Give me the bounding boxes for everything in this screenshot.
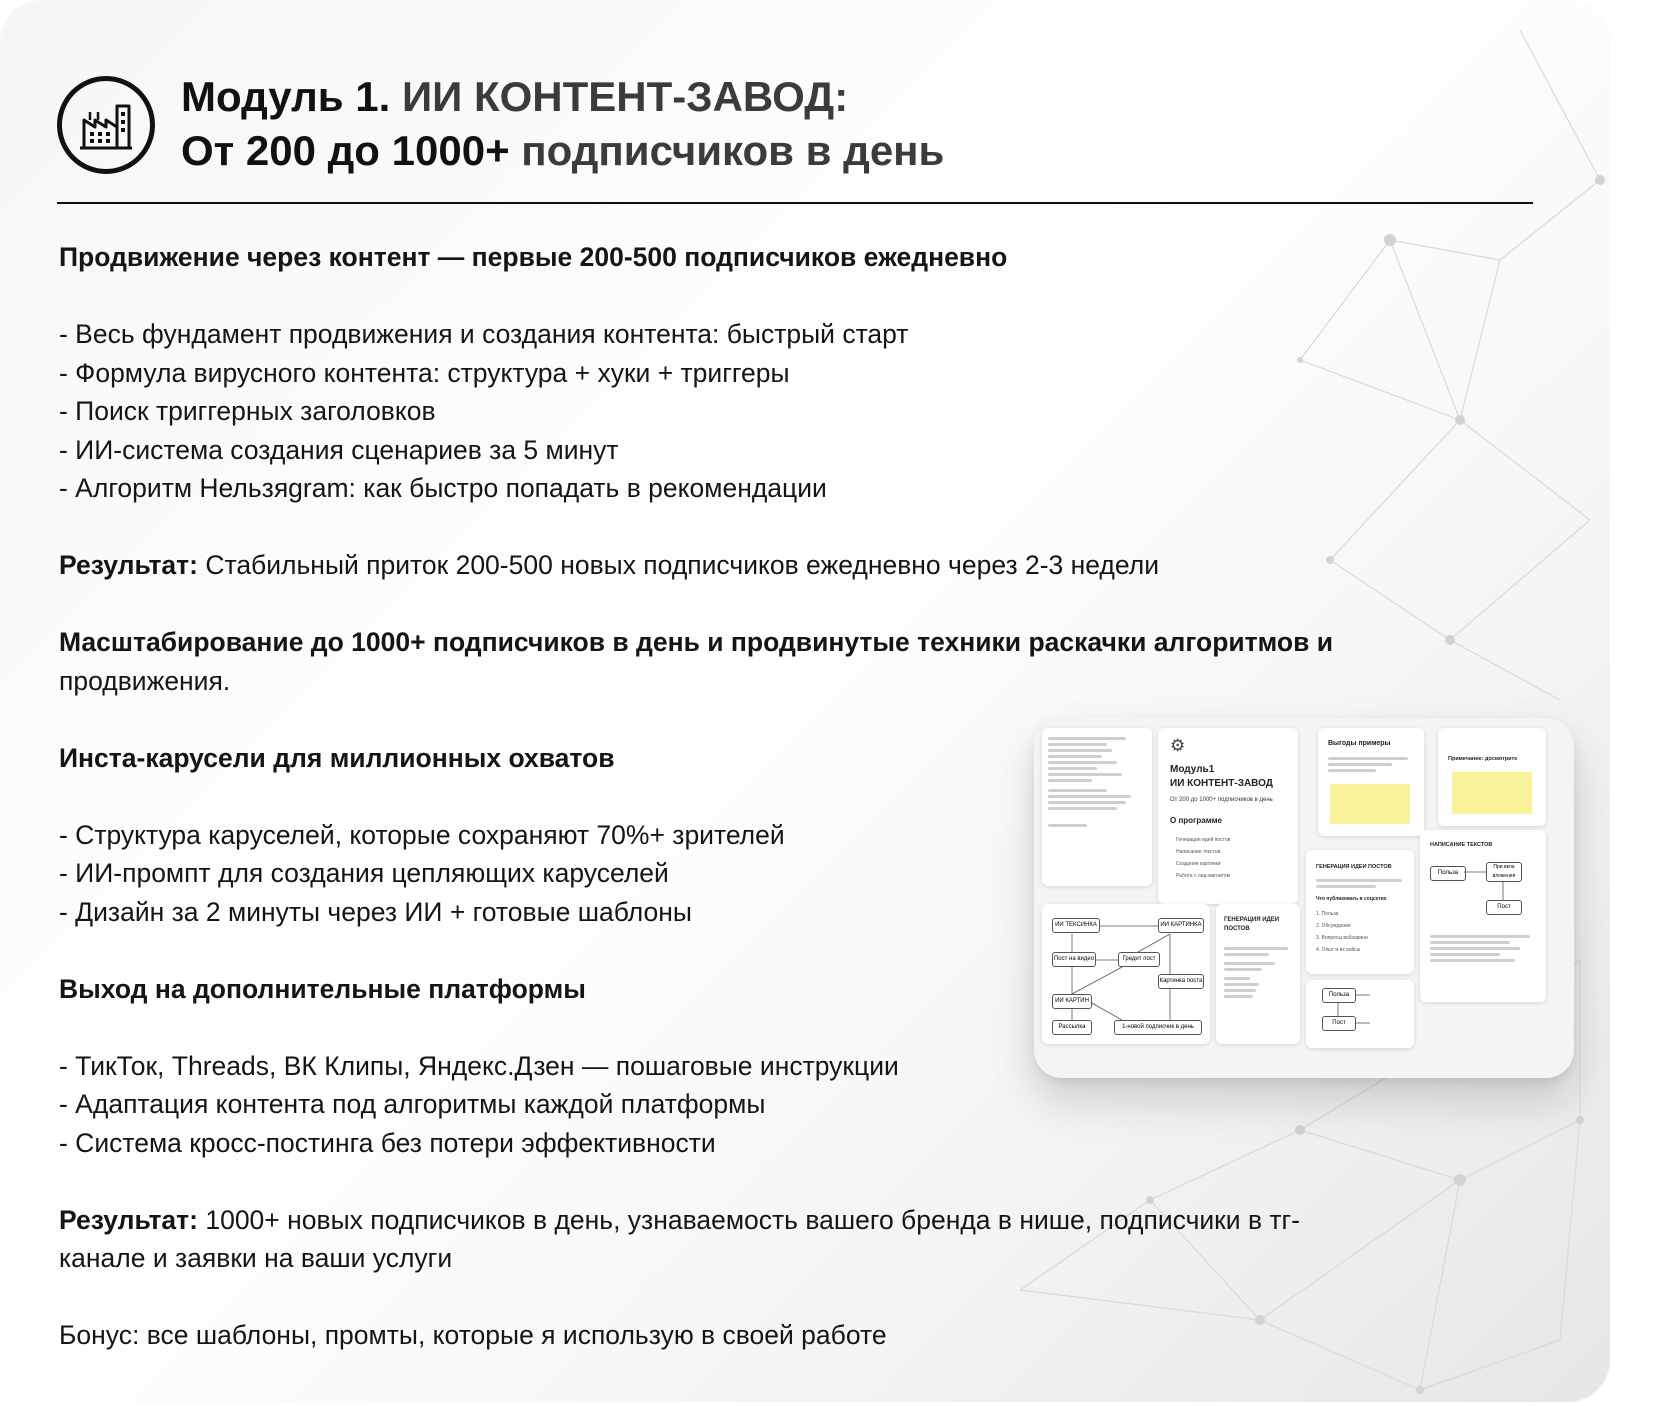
preview-program-label: О программе bbox=[1170, 816, 1223, 825]
preview-title-2: ИИ КОНТЕНТ-ЗАВОД bbox=[1170, 778, 1273, 789]
preview-note-title: Примечание: досмотрите bbox=[1448, 756, 1518, 762]
preview-slide-flowchart bbox=[1042, 904, 1210, 1044]
flow-node: ИИ КАРТИН bbox=[1052, 994, 1092, 1009]
title-line2-bold: От 200 до 1000+ bbox=[181, 127, 522, 174]
preview-ideas-item: 3. Вопросы вобзарина bbox=[1316, 935, 1368, 941]
result1-line bbox=[59, 546, 1429, 585]
title-line1-accent: ИИ КОНТЕНТ-ЗАВОД: bbox=[401, 73, 849, 120]
flow-node: ИИ КАРТИНКА bbox=[1158, 918, 1204, 933]
flow-node: Гредит пост bbox=[1118, 952, 1160, 967]
scaling-heading: Масштабирование до 1000+ подписчиков в день и продвинутые техники раскачки алгоритмов и bbox=[59, 627, 1334, 657]
result1-label: Результат: bbox=[59, 550, 198, 580]
course-preview-board bbox=[1034, 718, 1574, 1078]
flow-node: ИИ ТЕКСИНКА bbox=[1052, 918, 1100, 933]
preview-ideas-title: ГЕНЕРАЦИЯ ИДЕИ ПОСТОВ bbox=[1316, 864, 1392, 870]
flow-node: Рассылка bbox=[1052, 1020, 1092, 1035]
preview-program-item: Написание текстов bbox=[1176, 849, 1221, 855]
preview-slide-gen-ideas bbox=[1216, 904, 1300, 1044]
result2-line bbox=[59, 1201, 1429, 1240]
result1-text: Стабильный приток 200-500 новых подписчиков ежедневно через 2-3 недели bbox=[197, 550, 1160, 580]
list-item: - Весь фундамент продвижения и создания контента: быстрый старт bbox=[59, 319, 909, 349]
list-item: - Алгоритм Нельзяgram: как быстро попадать в рекомендации bbox=[59, 473, 827, 503]
preview-ideas-subtitle: Что публиковать в соцсетях bbox=[1316, 896, 1387, 902]
list-item: - Формула вирусного контента: структура + хуки + триггеры bbox=[59, 357, 790, 388]
preview-program-item: Создание картинки bbox=[1176, 861, 1221, 867]
preview-title-1: Модуль1 bbox=[1170, 764, 1215, 775]
preview-slide-notes bbox=[1042, 728, 1152, 886]
list-item: - Структура каруселей, которые сохраняют 70%+ зрителей bbox=[59, 819, 785, 850]
preview-writing-title: НАПИСАНИЕ ТЕКСТОВ bbox=[1430, 842, 1493, 848]
flow-node: Польза bbox=[1322, 988, 1356, 1003]
section1-heading: Продвижение через контент — первые 200-500 подписчиков ежедневно bbox=[59, 242, 1008, 272]
preview-subtitle: От 200 до 1000+ подписчиков в день bbox=[1170, 797, 1273, 803]
factory-icon bbox=[57, 76, 155, 174]
list-item: - ТикТок, Threads, ВК Клипы, Яндекс.Дзен — пошаговые инструкции bbox=[59, 1050, 899, 1081]
list-item: - Дизайн за 2 минуты через ИИ + готовые шаблоны bbox=[59, 896, 692, 927]
flow-node: Пост bbox=[1486, 900, 1522, 915]
list-item: - ИИ-промпт для создания цепляющих каруселей bbox=[59, 858, 669, 888]
preview-program-item: Работа с лид-магнитом bbox=[1176, 873, 1231, 879]
module-title bbox=[181, 70, 944, 178]
flow-node: 1-новой подписчик в день bbox=[1114, 1020, 1202, 1035]
flow-node: При вкла вложения bbox=[1486, 862, 1522, 882]
preview-gen-title: ГЕНЕРАЦИЯ ИДЕИ ПОСТОВ bbox=[1224, 917, 1280, 932]
list-item: - Система кросс-постинга без потери эффективности bbox=[59, 1127, 716, 1158]
bonus-line: Бонус: все шаблоны, промты, которые я использую в своей работе bbox=[59, 1320, 887, 1350]
title-divider bbox=[57, 202, 1533, 204]
preview-slide-note bbox=[1438, 728, 1546, 826]
preview-slide-title bbox=[1158, 728, 1298, 904]
preview-ideas-item: 1. Польза bbox=[1316, 911, 1339, 917]
preview-benefits-title: Выгоды примеры bbox=[1328, 740, 1391, 747]
list-item: - Поиск триггерных заголовков bbox=[59, 396, 436, 426]
platforms-heading: Выход на дополнительные платформы bbox=[59, 973, 586, 1004]
preview-ideas-item: 4. Опыт и их кейсы bbox=[1316, 947, 1361, 953]
result2-text: 1000+ новых подписчиков в день, узнаваемость вашего бренда в нише, подписчики в тг- bbox=[197, 1204, 1301, 1235]
flow-node: Пост на видео bbox=[1052, 952, 1096, 967]
result2-cont: канале и заявки на ваши услуги bbox=[59, 1243, 453, 1273]
preview-slide-writing bbox=[1420, 830, 1546, 1002]
list-item: - Адаптация контента под алгоритмы каждой платформы bbox=[59, 1089, 766, 1119]
flow-node: Пост bbox=[1322, 1016, 1356, 1031]
result2-label: Результат: bbox=[59, 1204, 198, 1235]
carousel-heading: Инста-карусели для миллионных охватов bbox=[59, 742, 615, 773]
flow-node: Картинка поста bbox=[1158, 974, 1204, 989]
preview-ideas-item: 2. Обсуждения bbox=[1316, 923, 1351, 929]
gear-icon: ⚙ bbox=[1170, 736, 1186, 755]
scaling-heading-cont: продвижения. bbox=[59, 665, 231, 696]
title-line1-bold: Модуль 1. bbox=[181, 73, 402, 120]
flow-node: Польза bbox=[1430, 866, 1466, 881]
preview-slide-benefits bbox=[1318, 728, 1424, 836]
list-item: - ИИ-система создания сценариев за 5 минут bbox=[59, 434, 619, 465]
preview-slide-flow2 bbox=[1306, 980, 1414, 1048]
preview-program-item: Генерация идей постов bbox=[1176, 837, 1231, 843]
title-line2-accent: подписчиков в день bbox=[521, 127, 945, 174]
preview-slide-ideas bbox=[1306, 850, 1414, 974]
